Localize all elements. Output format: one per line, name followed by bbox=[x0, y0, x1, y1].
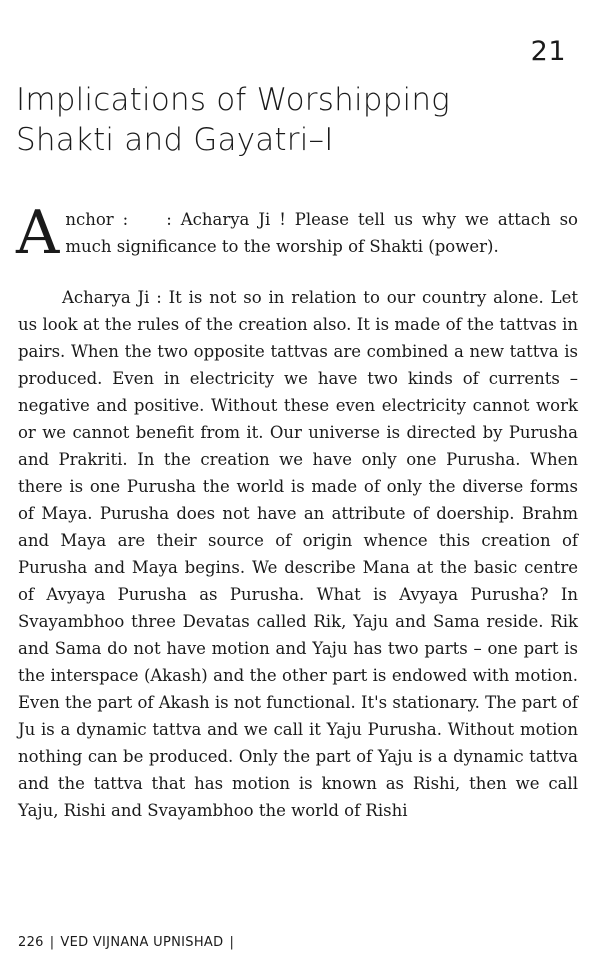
footer-separator-trailing: | bbox=[229, 935, 235, 950]
drop-cap: A bbox=[16, 198, 60, 268]
footer-separator: | bbox=[49, 935, 55, 950]
page-footer bbox=[18, 935, 240, 950]
chapter-title-line-2: Shakti and Gayatri–I bbox=[16, 122, 334, 158]
anchor-question-text: : Acharya Ji ! Please tell us why we attach so much significance to the worship of Shakti (power). bbox=[65, 210, 578, 256]
book-title: VED VIJNANA UPNISHAD bbox=[60, 935, 224, 950]
chapter-title bbox=[16, 80, 576, 160]
page-number: 226 bbox=[18, 935, 44, 950]
anchor-question-paragraph bbox=[16, 198, 578, 268]
anchor-speaker-label: nchor : bbox=[65, 210, 129, 229]
chapter-number: 21 bbox=[530, 36, 566, 67]
chapter-title-line-1: Implications of Worshipping bbox=[16, 82, 450, 118]
acharya-answer-paragraph: Acharya Ji : It is not so in relation to our country alone. Let us look at the rules of the creation also. It is made of the tattvas in pairs. When the two opposite tattvas are combined a new tattva is produced. Even in electricity we have two kinds of currents – negative and positive. Without these even electricity cannot work or we cannot benefit from it. Our universe is directed by Purusha and Prakriti. In the creation we have only one Purusha. When there is one Purusha the world is made of only the diverse forms of Maya. Purusha does not have an attribute of doership. Brahm and Maya are their source of origin whence this creation of Purusha and Maya begins. We describe Mana at the basic centre of Avyaya Purusha as Purusha. What is Avyaya Purusha? In Svayambhoo three Devatas called Rik, Yaju and Sama reside. Rik and Sama do not have motion and Yaju has two parts – one part is the interspace (Akash) and the other part is endowed with motion. Even the part of Akash is not functional. It's stationary. The part of Ju is a dynamic tattva and we call it Yaju Purusha. Without motion nothing can be produced. Only the part of Yaju is a dynamic tattva and the tattva that has motion is known as Rishi, then we call Yaju, Rishi and Svayambhoo the world of Rishi bbox=[18, 288, 578, 820]
